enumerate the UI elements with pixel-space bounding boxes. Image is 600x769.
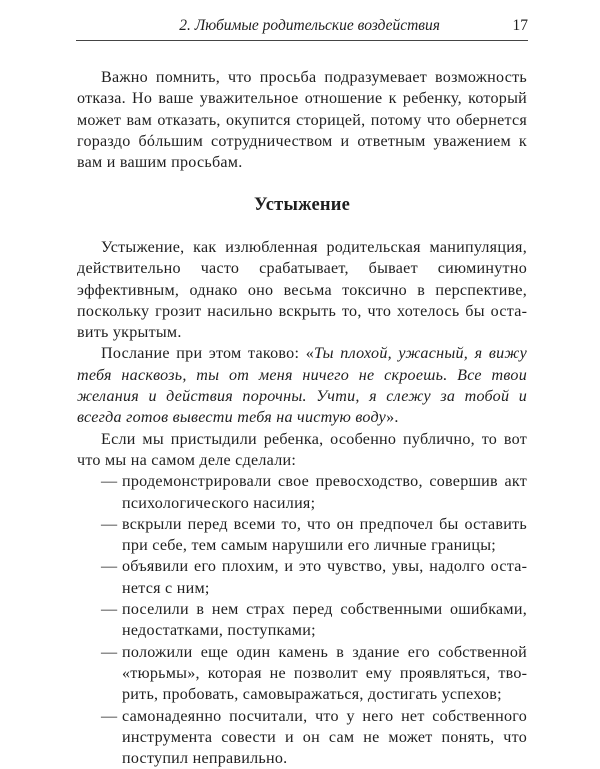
quote-open-mark: « [305,345,315,363]
list-item-text: самонадеянно посчитали, что у него нет собственного инструмента совести и он сам не может понять, что поступил неправильно. [122,707,527,768]
list-item-text: положили еще один камень в здание его собственной «тюрьмы», которая не позволит ему проявляться, творить, пробовать, самовыражаться, достигать успехов; [122,643,527,704]
page-number: 17 [512,17,528,34]
list-item [77,556,527,599]
dash-marker: — [101,643,118,661]
dash-marker: — [101,558,118,576]
running-header [76,14,528,41]
list-item-text: вскрыли перед всеми то, что он предпочел бы оставить при себе, тем самым нарушили его личные границы; [122,515,527,555]
intro-text-block [77,67,527,173]
list-item [77,642,527,706]
dash-list [77,471,527,769]
dash-marker: — [101,707,118,725]
dash-marker: — [101,515,118,533]
section-paragraph-2 [77,343,527,428]
list-item [77,514,527,557]
list-item-text: продемонстрировали свое превосходство, совершив акт психологического насилия; [122,473,527,512]
section-paragraph-1: Устыжение, как излюбленная родительская манипуляция, действительно часто срабатывает, бывает сиюминутно эффективным, однако оно весьма токсично в перспективе, поскольку грозит насильно вскрыть то, что хотелось бы оставить укрытым. [77,239,527,342]
quote-close-mark: ». [386,409,399,427]
list-item [77,599,527,642]
list-item [77,471,527,514]
section-text-block [77,237,527,769]
paragraph-2-lead: Послание при этом таково: [101,345,306,363]
intro-paragraph: Важно помнить, что просьба подразумевает возможность отказа. Но ваше уважительное отношение к ребенку, который может вам отказать, окупится сторицей, потому что обернется гораздо бóльшим сотрудничеством и ответным уважением к вам и вашим просьбам. [77,69,527,172]
dash-marker: — [101,473,118,491]
dash-marker: — [101,601,118,619]
section-paragraph-3: Если мы пристыдили ребенка, особенно публично, то вот что мы на самом деле сделали: [77,430,527,469]
list-item-text: объявили его плохим, и это чувство, увы, надолго останется с ним; [122,558,527,597]
header-chapter-title: 2. Любимые родительские воздействия [179,17,440,34]
list-item [77,706,527,769]
list-item-text: поселили в нем страх перед собственными ошибками, недостатками, поступками; [122,601,527,640]
italic-quote: Ты плохой, ужасный, я вижу тебя насквозь, ты от меня ничего не скроешь. Все твои желания и действия порочны. Учти, я слежу за тобой и всегда готов вывести тебя на чистую воду [77,345,527,427]
section-heading: Устыжение [253,195,351,215]
